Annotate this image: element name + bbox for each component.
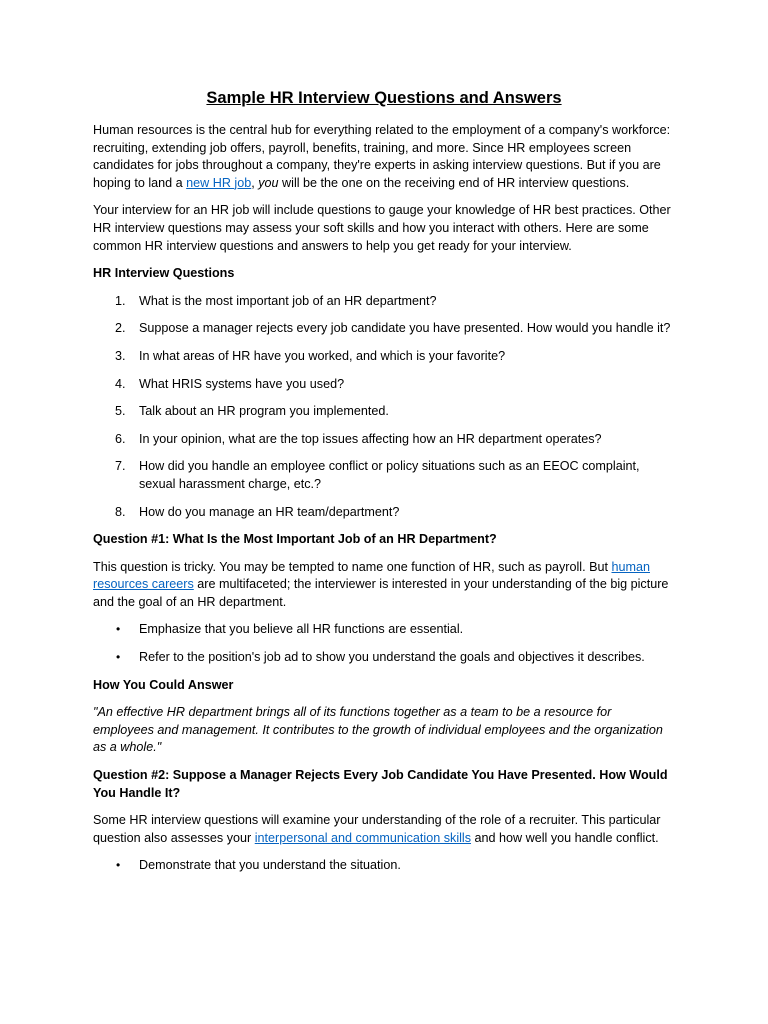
list-number: 5. <box>115 404 126 419</box>
list-item <box>93 376 675 394</box>
question-1-heading: Question #1: What Is the Most Important Job of an HR Department? <box>93 532 497 547</box>
list-item <box>93 348 675 366</box>
list-item <box>93 431 675 449</box>
bullet-text: Refer to the position's job ad to show you understand the goals and objectives it describes. <box>139 650 645 665</box>
intro-text: will be the one on the receiving end of HR interview questions. <box>278 175 630 190</box>
list-number: 1. <box>115 293 126 308</box>
list-number: 2. <box>115 321 126 336</box>
interpersonal-communication-skills-link[interactable]: interpersonal and communication skills <box>254 830 472 845</box>
page-title: Sample HR Interview Questions and Answers <box>206 89 562 107</box>
new-hr-job-link[interactable]: new HR job <box>186 175 252 190</box>
intro-paragraph-1 <box>93 122 675 192</box>
list-number: 4. <box>115 376 126 391</box>
list-item-text: In your opinion, what are the top issues affecting how an HR department operates? <box>139 431 602 446</box>
sample-answer-quote: "An effective HR department brings all of its functions together as a team to be a resource for employees and management. It contributes to the growth of individual employees and the organization as a whole." <box>93 705 663 755</box>
paragraph-text: This question is tricky. You may be tempted to name one function of HR, such as payroll. But <box>93 559 612 574</box>
human-resources-careers-link[interactable]: human resources careers <box>93 559 650 592</box>
paragraph-text: Some HR interview questions will examine your understanding of the role of a recruiter. This particular question also assesses your <box>93 813 661 845</box>
list-item <box>93 458 675 493</box>
list-item-text: Suppose a manager rejects every job candidate you have presented. How would you handle it? <box>139 321 671 336</box>
list-number: 8. <box>115 504 126 519</box>
list-item-text: In what areas of HR have you worked, and which is your favorite? <box>139 348 506 363</box>
list-item-text: What HRIS systems have you used? <box>139 376 345 391</box>
bullet-text: Demonstrate that you understand the situation. <box>139 858 401 873</box>
list-item <box>93 403 675 421</box>
paragraph-text: are multifaceted; the interviewer is interested in your understanding of the big picture and the goal of an HR department. <box>93 577 669 609</box>
list-item-text: How do you manage an HR team/department? <box>139 504 400 519</box>
bullet-icon: • <box>116 650 121 665</box>
list-item-text: Talk about an HR program you implemented. <box>139 404 389 419</box>
intro-text: Human resources is the central hub for everything related to the employment of a company's workforce: recruiting, extending job offers, payroll, benefits, training, and more. Since HR employees screen candidates for jobs throughout a company, they're experts in asking interview questions. But if you are hoping to land a <box>93 123 671 190</box>
list-item <box>93 293 675 311</box>
list-number: 7. <box>115 459 126 474</box>
bullet-icon: • <box>116 858 121 873</box>
intro-emphasis: you <box>258 175 279 190</box>
list-item-text: What is the most important job of an HR department? <box>139 293 437 308</box>
bullet-item <box>93 857 675 875</box>
bullet-text: Emphasize that you believe all HR functions are essential. <box>139 622 464 637</box>
list-item <box>93 320 675 338</box>
question-1-bullets <box>93 621 675 666</box>
list-number: 3. <box>115 348 126 363</box>
question-2-paragraph <box>93 812 675 847</box>
question-2-heading: Question #2: Suppose a Manager Rejects Every Job Candidate You Have Presented. How Would You Handle It? <box>93 768 668 800</box>
list-number: 6. <box>115 431 126 446</box>
intro-text: , <box>251 175 259 190</box>
answer-heading: How You Could Answer <box>93 677 234 692</box>
questions-list <box>93 293 675 521</box>
question-2-bullets <box>93 857 675 875</box>
question-1-paragraph <box>93 559 675 612</box>
questions-heading: HR Interview Questions <box>93 266 235 281</box>
bullet-item <box>93 649 675 667</box>
intro-paragraph-2: Your interview for an HR job will include questions to gauge your knowledge of HR best practices. Other HR interview questions may assess your soft skills and how you interact with others. Here are some common HR interview questions and answers to help you get ready for your interview. <box>93 203 671 253</box>
bullet-icon: • <box>116 622 121 637</box>
list-item <box>93 504 675 522</box>
bullet-item <box>93 621 675 639</box>
paragraph-text: and how well you handle conflict. <box>471 830 659 845</box>
list-item-text: How did you handle an employee conflict or policy situations such as an EEOC complaint, sexual harassment charge, etc.? <box>139 459 640 491</box>
